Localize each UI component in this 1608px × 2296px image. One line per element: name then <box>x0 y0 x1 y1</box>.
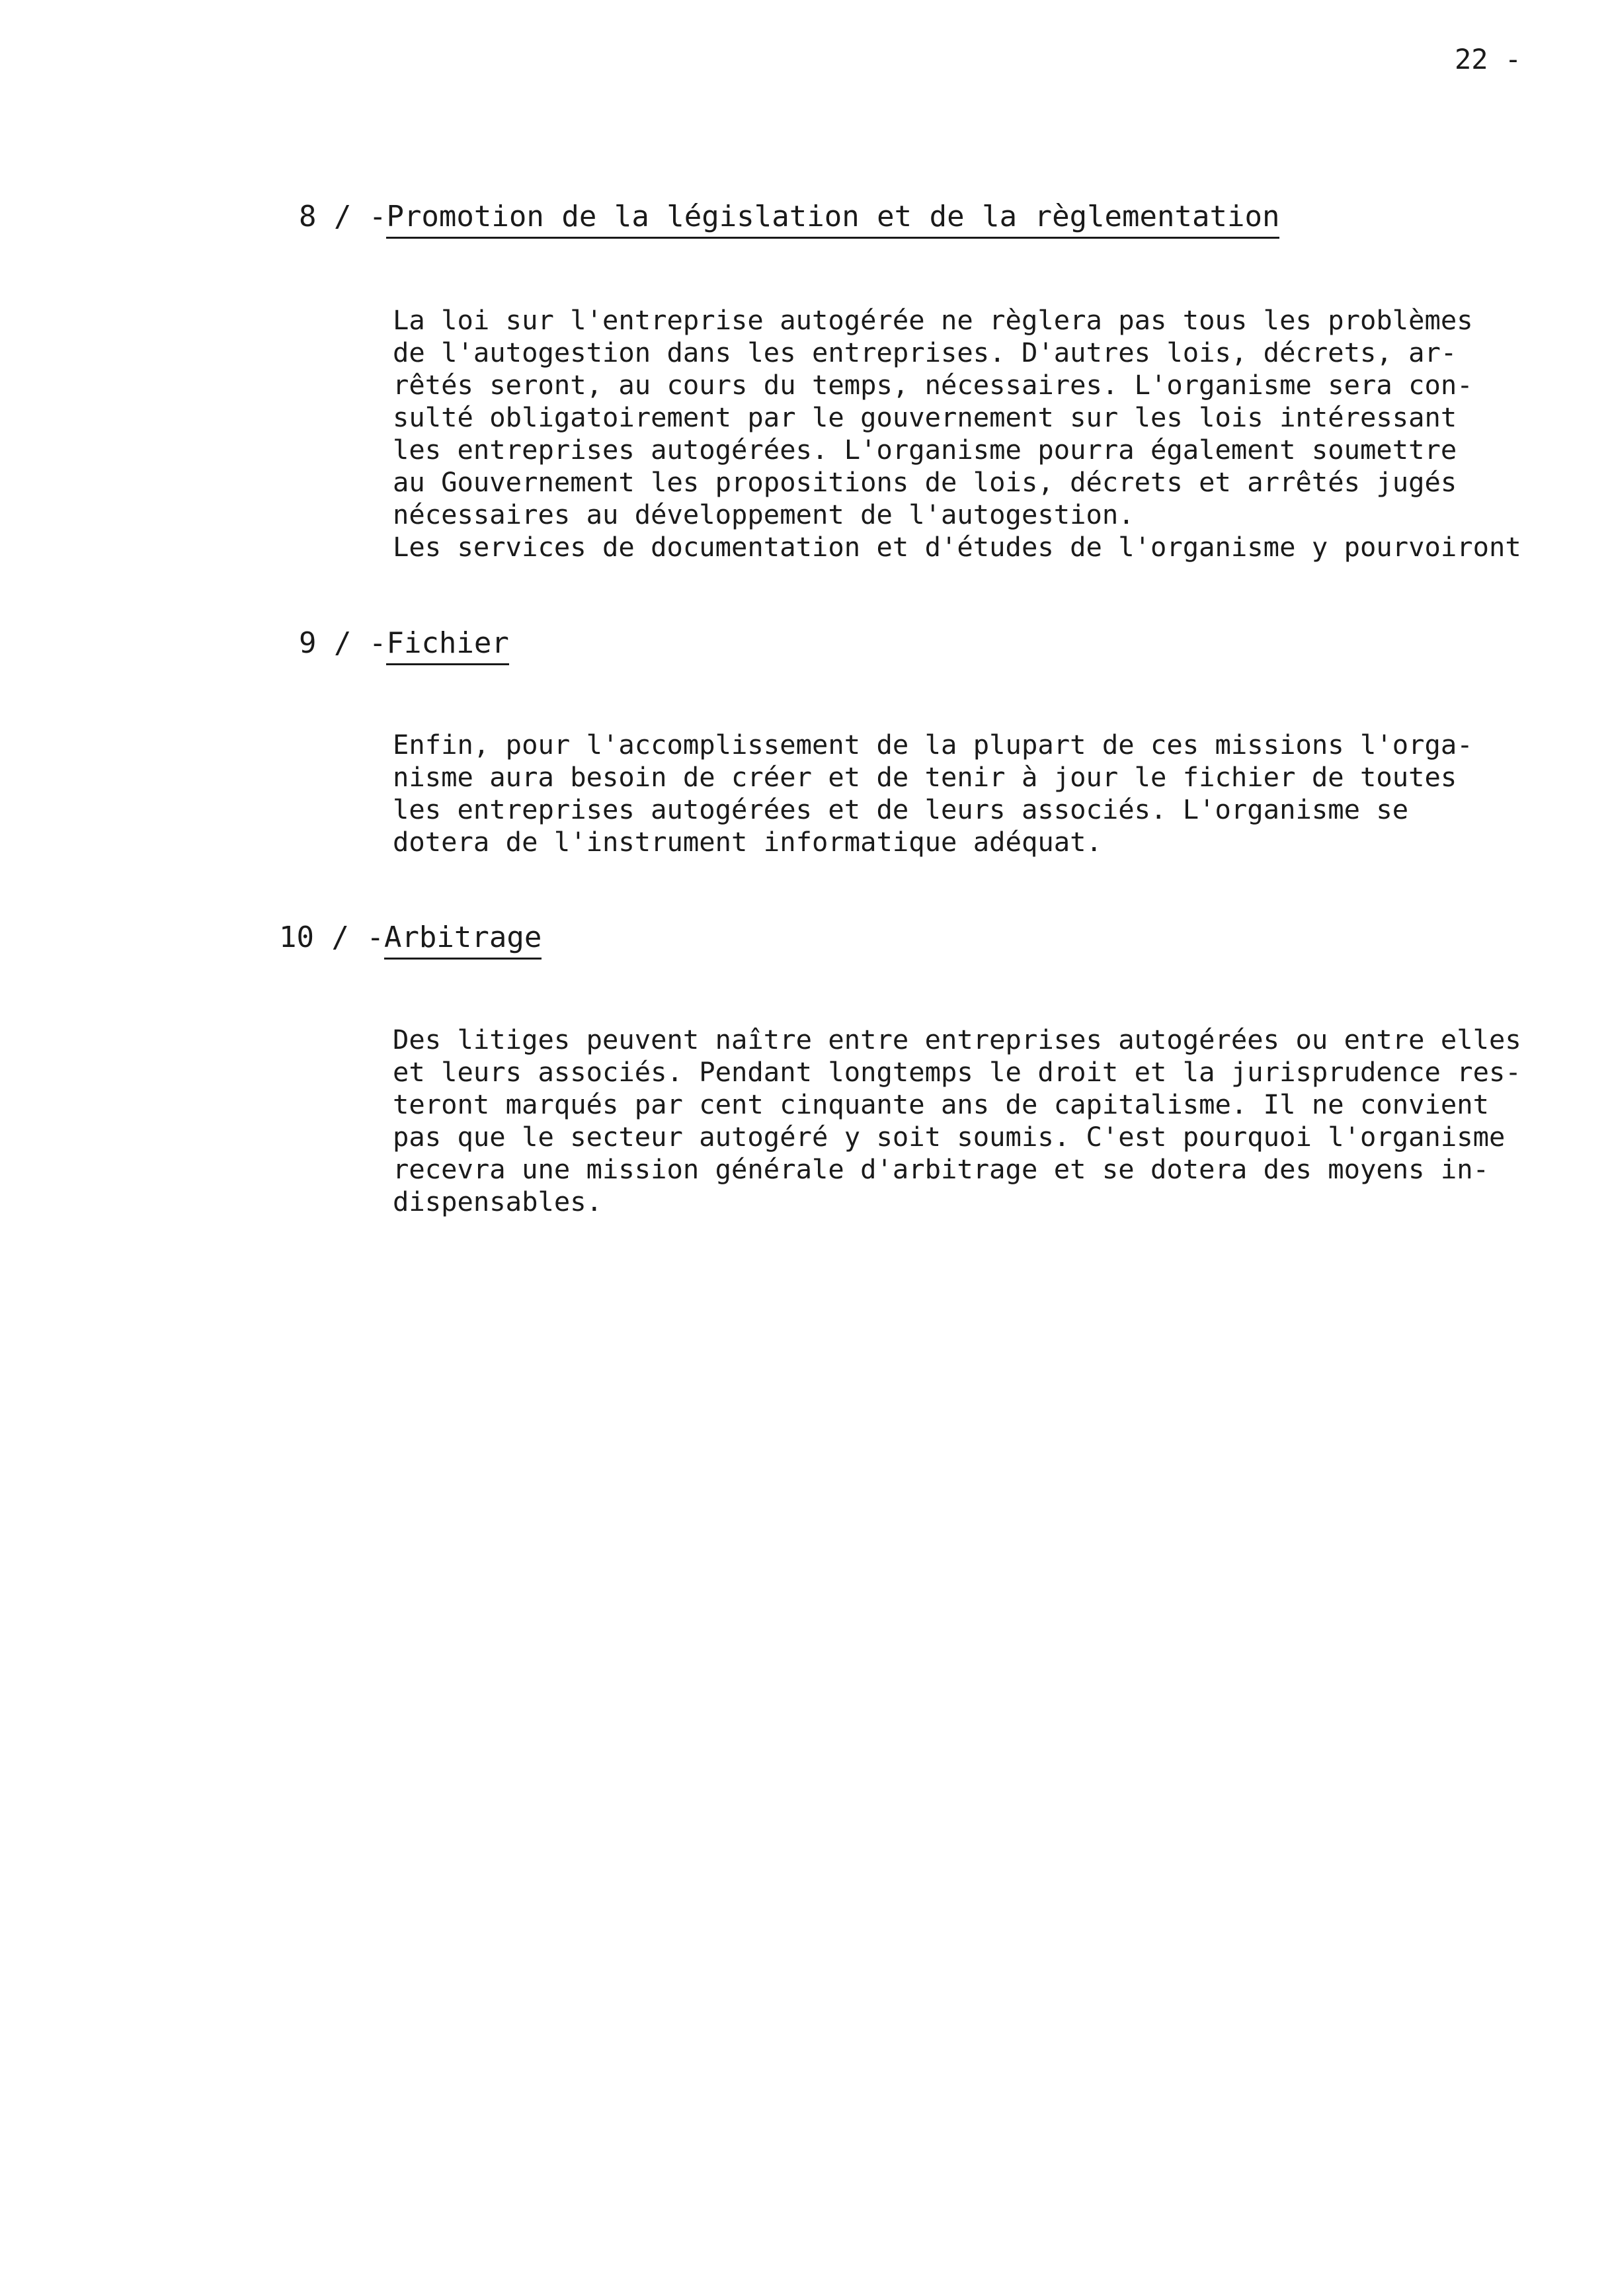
paragraph-line: dispensables. <box>393 1186 602 1217</box>
section-paragraph-8 <box>393 304 1521 563</box>
paragraph-line: Des litiges peuvent naître entre entreprises autogérées ou entre elles <box>393 1024 1521 1055</box>
section-title: Arbitrage <box>384 919 542 960</box>
paragraph-line: nisme aura besoin de créer et de tenir à jour le fichier de toutes <box>393 761 1457 793</box>
page-number: 22 - <box>1455 43 1522 75</box>
paragraph-line: Enfin, pour l'accomplissement de la plupart de ces missions l'orga- <box>393 729 1473 760</box>
paragraph-line: de l'autogestion dans les entreprises. D'autres lois, décrets, ar- <box>393 337 1457 368</box>
section-heading-9 <box>299 625 509 665</box>
section-number: 10 / - <box>279 921 384 954</box>
paragraph-line: Les services de documentation et d'études de l'organisme y pourvoiront <box>393 531 1521 563</box>
paragraph-line: les entreprises autogérées et de leurs associés. L'organisme se <box>393 794 1409 825</box>
paragraph-line: et leurs associés. Pendant longtemps le droit et la jurisprudence res- <box>393 1056 1521 1088</box>
section-number: 8 / - <box>299 200 387 233</box>
section-heading-8 <box>299 198 1279 239</box>
section-paragraph-10 <box>393 1024 1521 1218</box>
paragraph-line: La loi sur l'entreprise autogérée ne règlera pas tous les problèmes <box>393 304 1473 336</box>
section-number: 9 / - <box>299 626 387 660</box>
section-paragraph-9 <box>393 729 1473 858</box>
paragraph-line: dotera de l'instrument informatique adéquat. <box>393 826 1102 858</box>
paragraph-line: au Gouvernement les propositions de lois, décrets et arrêtés jugés <box>393 466 1457 498</box>
paragraph-line: nécessaires au développement de l'autogestion. <box>393 499 1135 530</box>
paragraph-line: pas que le secteur autogéré y soit soumis. C'est pourquoi l'organisme <box>393 1121 1506 1153</box>
paragraph-line: recevra une mission générale d'arbitrage et se dotera des moyens in- <box>393 1153 1490 1185</box>
section-title: Fichier <box>386 625 508 665</box>
section-heading-10 <box>279 919 542 960</box>
section-title: Promotion de la législation et de la règlementation <box>386 198 1279 239</box>
paragraph-line: teront marqués par cent cinquante ans de capitalisme. Il ne convient <box>393 1088 1490 1120</box>
paragraph-line: sulté obligatoirement par le gouvernement sur les lois intéressant <box>393 401 1457 433</box>
paragraph-line: rêtés seront, au cours du temps, nécessaires. L'organisme sera con- <box>393 369 1473 401</box>
paragraph-line: les entreprises autogérées. L'organisme pourra également soumettre <box>393 434 1457 466</box>
